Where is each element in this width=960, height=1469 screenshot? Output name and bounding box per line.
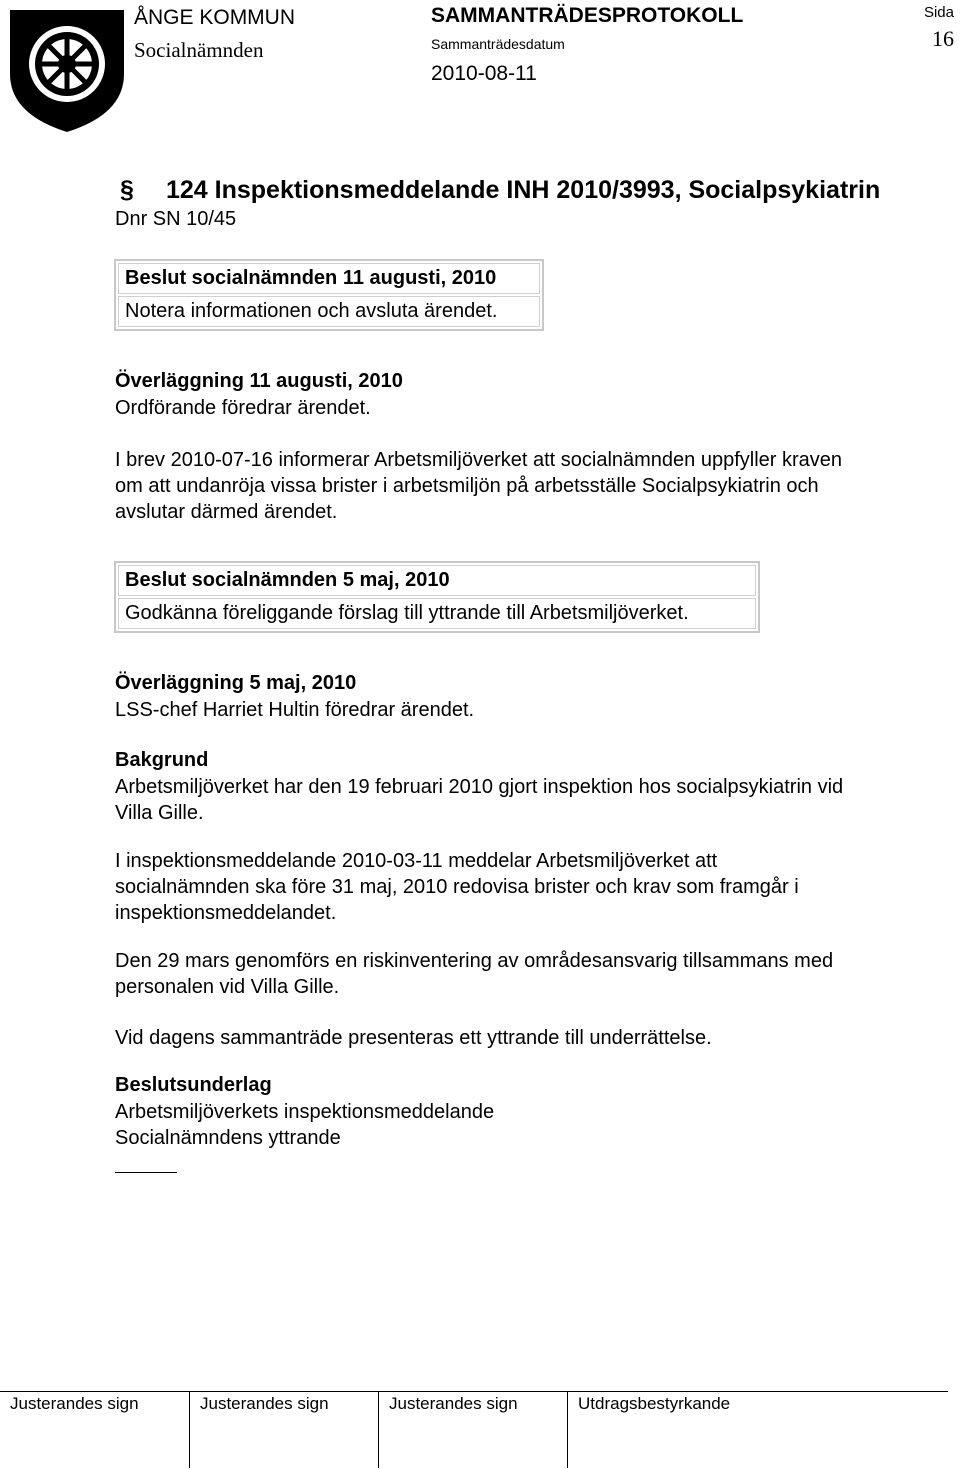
footer-sign-1: Justerandes sign xyxy=(10,1394,139,1413)
organization-name: ÅNGE KOMMUN xyxy=(134,6,296,29)
background-heading: Bakgrund xyxy=(115,749,209,771)
paragraph-line: I inspektionsmeddelande 2010-03-11 meddelar Arbetsmiljöverket att xyxy=(115,850,718,872)
department-name: Socialnämnden xyxy=(134,38,264,62)
basis-list xyxy=(115,1099,494,1151)
deliberation-heading-may: Överläggning 5 maj, 2010 xyxy=(115,672,357,694)
deliberation-text-may: LSS-chef Harriet Hultin föredrar ärendet. xyxy=(115,699,475,721)
section-title-text: 124 Inspektionsmeddelande INH 2010/3993, Socialpsykiatrin xyxy=(166,176,881,204)
decision-heading: Beslut socialnämnden 5 maj, 2010 xyxy=(118,565,756,596)
paragraph-line: I brev 2010-07-16 informerar Arbetsmiljöverket att socialnämnden uppfyller kraven xyxy=(115,449,843,471)
municipality-logo xyxy=(4,4,130,136)
footer-sign-3: Justerandes sign xyxy=(378,1392,568,1468)
basis-item: Socialnämndens yttrande xyxy=(115,1127,341,1149)
decision-heading: Beslut socialnämnden 11 augusti, 2010 xyxy=(118,263,540,294)
document-type: SAMMANTRÄDESPROTOKOLL xyxy=(431,4,744,27)
paragraph-line: Vid dagens sammanträde presenteras ett yttrande till underrättelse. xyxy=(115,1027,712,1049)
date-label: Sammanträdesdatum xyxy=(431,36,565,52)
basis-heading: Beslutsunderlag xyxy=(115,1074,272,1096)
footer-certification: Utdragsbestyrkande xyxy=(567,1392,947,1468)
background-paragraph xyxy=(115,848,799,926)
basis-item: Arbetsmiljöverkets inspektionsmeddelande xyxy=(115,1101,495,1123)
decision-text: Notera informationen och avsluta ärendet. xyxy=(118,296,540,327)
meeting-date: 2010-08-11 xyxy=(431,62,537,85)
background-paragraph xyxy=(115,1025,712,1051)
end-rule xyxy=(115,1172,177,1173)
paragraph-line: om att undanröja vissa brister i arbetsmiljön på arbetsställe Socialpsykiatrin och xyxy=(115,475,819,497)
paragraph-line: Arbetsmiljöverket har den 19 februari 2010 gjort inspektion hos socialpsykiatrin vid xyxy=(115,776,844,798)
section-title xyxy=(120,176,880,205)
decision-box-august xyxy=(114,259,544,331)
decision-text: Godkänna föreliggande förslag till yttrande till Arbetsmiljöverket. xyxy=(118,598,756,629)
background-paragraph xyxy=(115,948,833,1000)
decision-box-may xyxy=(114,561,760,633)
background-paragraph xyxy=(115,774,843,826)
deliberation-text-august: Ordförande föredrar ärendet. xyxy=(115,397,371,419)
deliberation-heading-august: Överläggning 11 augusti, 2010 xyxy=(115,370,403,392)
case-number: Dnr SN 10/45 xyxy=(115,208,237,230)
paragraph-line: Den 29 mars genomförs en riskinventering av områdesansvarig tillsammans med xyxy=(115,950,834,972)
paragraph-line: personalen vid Villa Gille. xyxy=(115,976,340,998)
paragraph-line: socialnämnden ska före 31 maj, 2010 redovisa brister och krav som framgår i xyxy=(115,876,799,898)
footer-sign-2: Justerandes sign xyxy=(189,1392,379,1468)
paragraph-line: avslutar därmed ärendet. xyxy=(115,501,338,523)
page-number: 16 xyxy=(932,26,954,51)
paragraph-line: inspektionsmeddelandet. xyxy=(115,902,337,924)
page-label: Sida xyxy=(923,4,954,21)
section-symbol: § xyxy=(120,176,134,204)
paragraph-letter xyxy=(115,447,842,525)
paragraph-line: Villa Gille. xyxy=(115,802,204,824)
